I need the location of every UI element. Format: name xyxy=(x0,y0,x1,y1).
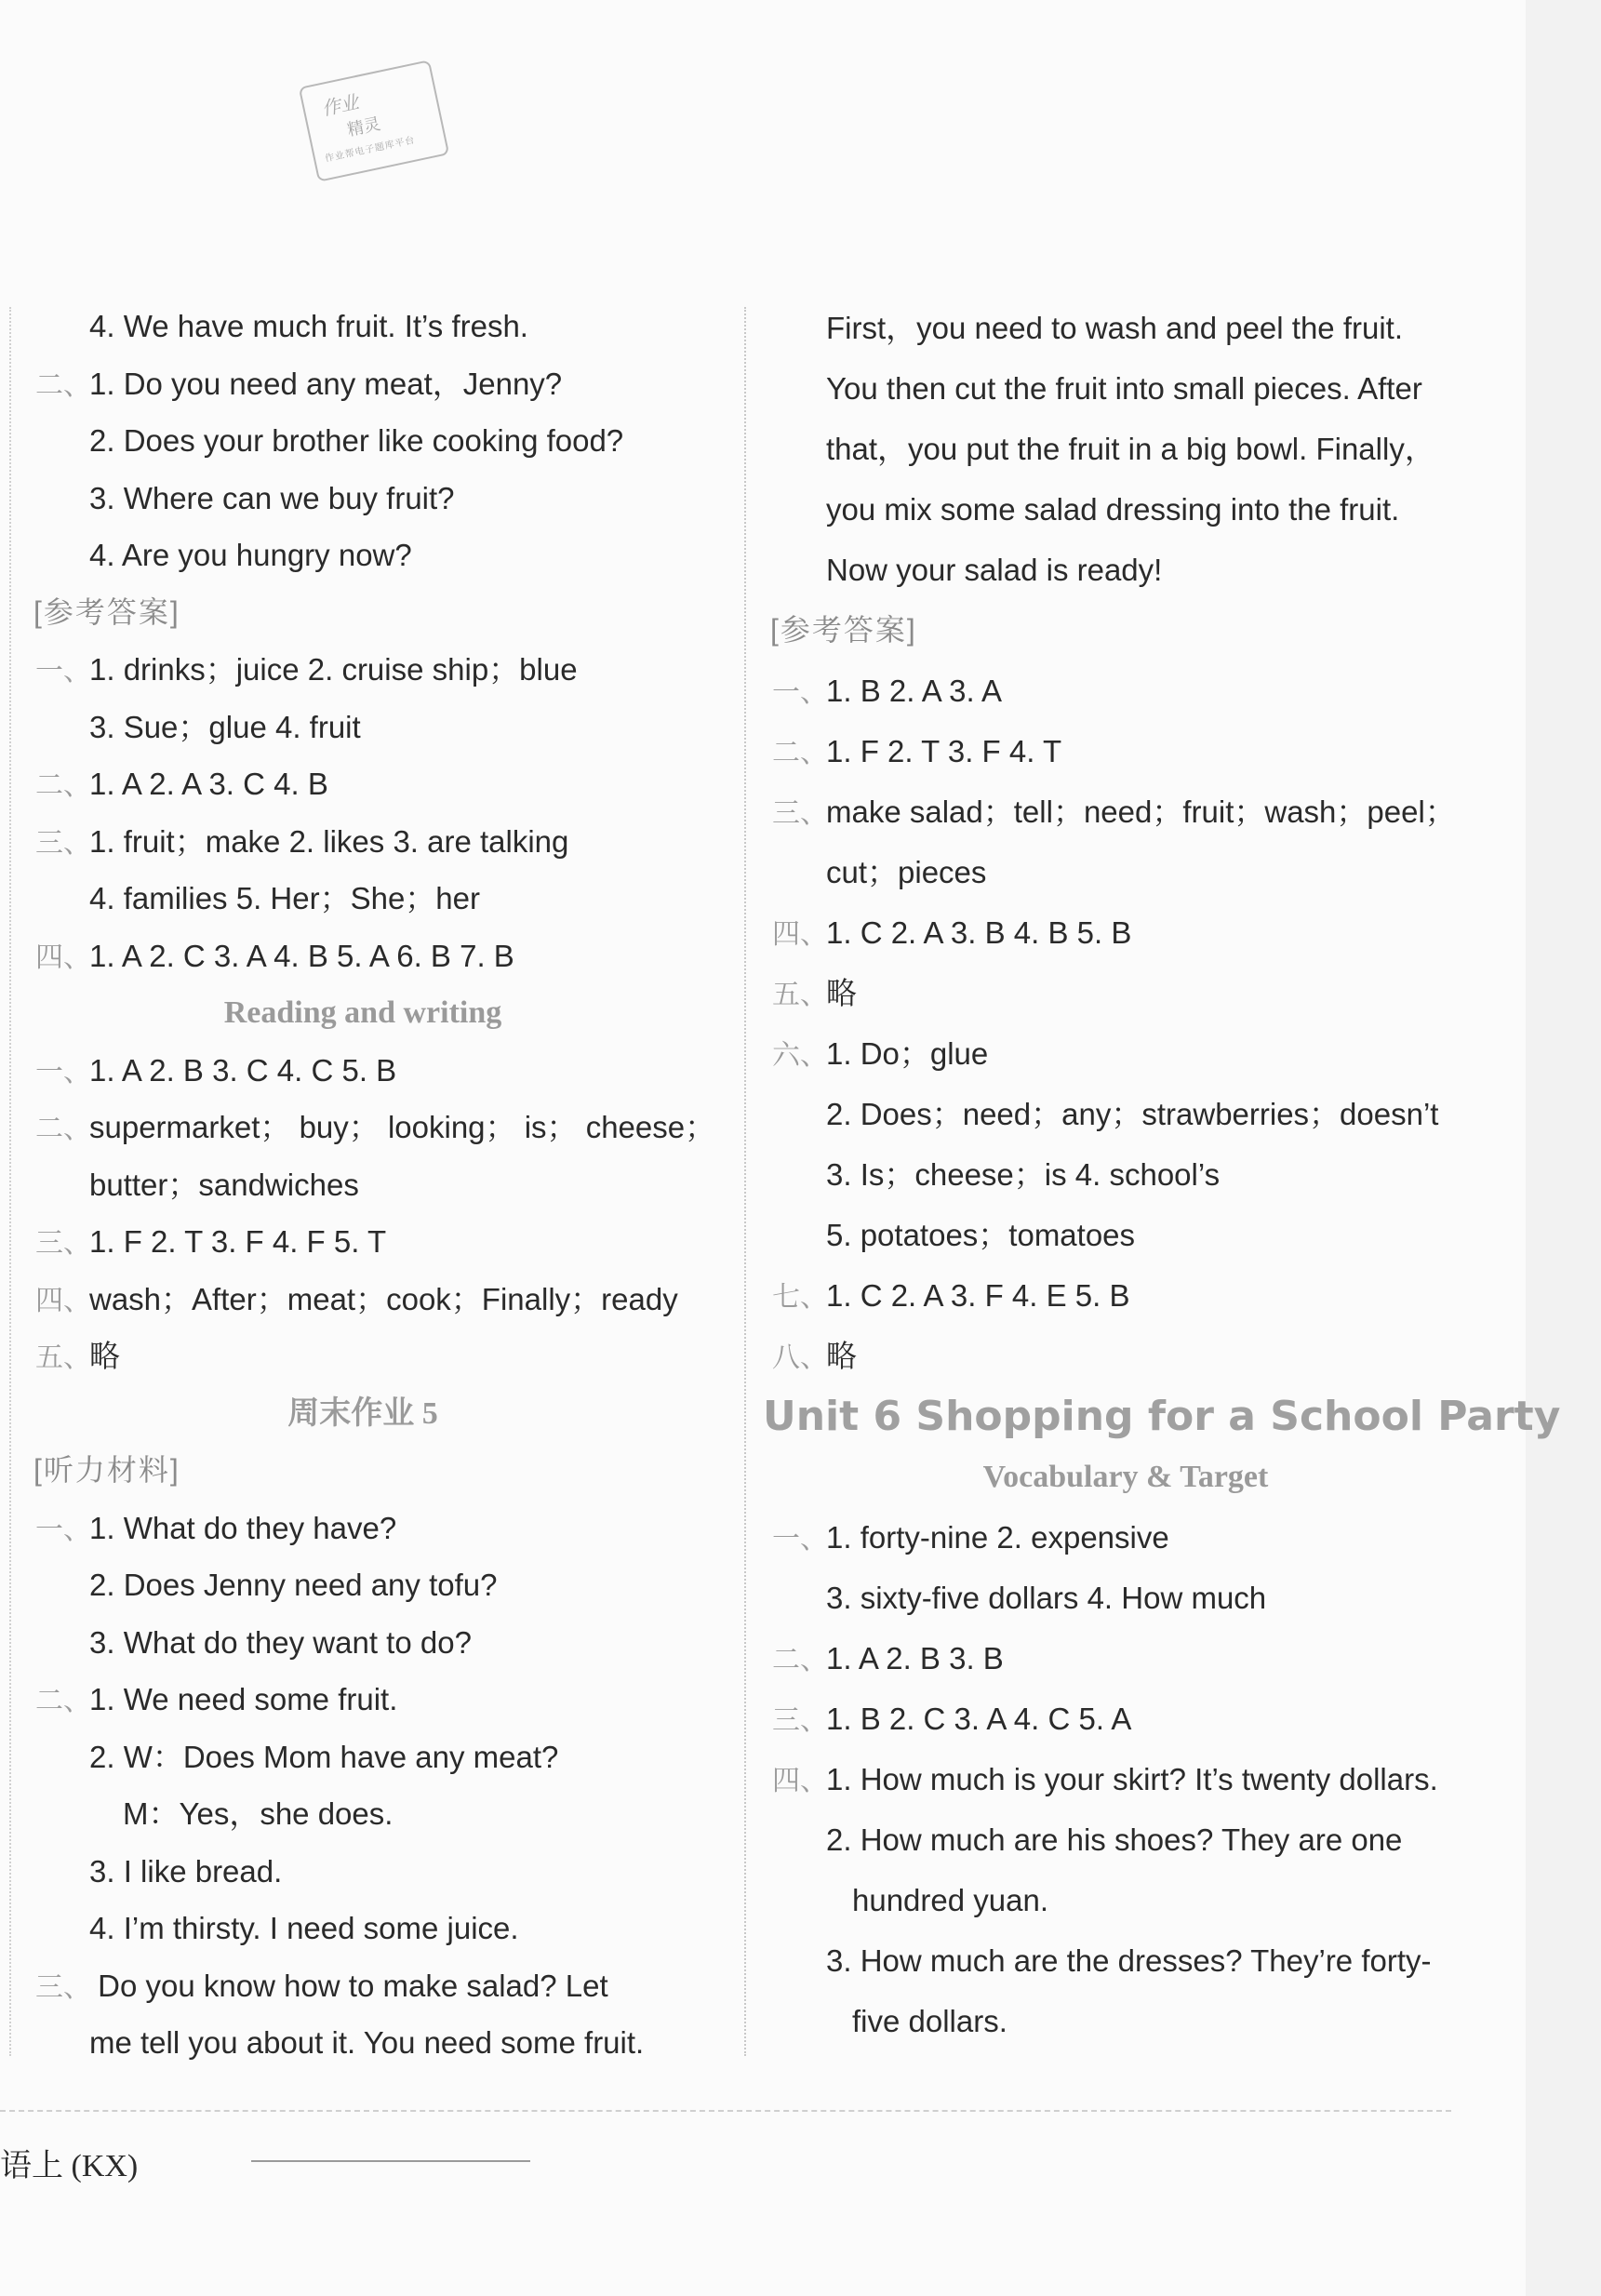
line-text: you mix some salad dressing into the fruit. xyxy=(826,492,1400,527)
text-line xyxy=(0,1500,726,1557)
line-text: 1. A 2. B 3. B xyxy=(826,1641,1004,1675)
text-line xyxy=(763,781,1488,842)
stamp-line-3: 作业帮电子题库平台 xyxy=(324,135,417,165)
section-number: 三、 xyxy=(35,1227,91,1260)
text-line xyxy=(763,1326,1488,1386)
text-line xyxy=(0,1156,726,1214)
text-line xyxy=(763,298,1488,358)
text-line xyxy=(0,699,726,756)
line-text: wash；After；meat；cook；Finally；ready xyxy=(89,1281,678,1316)
line-text: 1. forty-nine 2. expensive xyxy=(826,1520,1169,1555)
line-text: 1. F 2. T 3. F 4. F 5. T xyxy=(89,1224,387,1259)
stamp-line-1: 作业 xyxy=(319,90,361,121)
line-text: 1. Do you need any meat，Jenny? xyxy=(89,366,563,401)
section-number: 一、 xyxy=(35,1513,91,1546)
text-line xyxy=(0,755,726,813)
section-number: 三、 xyxy=(772,797,828,830)
text-line xyxy=(0,984,726,1042)
line-text: Reading and writing xyxy=(223,995,502,1030)
text-line xyxy=(0,1271,726,1328)
line-text: First，you need to wash and peel the fruit. xyxy=(826,311,1404,345)
line-text: 3. I like bread. xyxy=(89,1853,283,1889)
text-line xyxy=(0,1442,726,1500)
text-line xyxy=(763,1507,1488,1568)
section-number: 二、 xyxy=(35,368,91,402)
text-line xyxy=(763,1386,1561,1447)
text-line xyxy=(763,902,1488,963)
text-line xyxy=(763,963,1488,1023)
line-text: 1. A 2. C 3. A 4. B 5. A 6. B 7. B xyxy=(89,938,514,973)
text-line xyxy=(763,661,1488,721)
section-number: 四、 xyxy=(772,1765,828,1797)
text-line xyxy=(0,298,726,355)
footer-underline xyxy=(251,2160,530,2162)
line-text: 4. I’m thirsty. I need some juice. xyxy=(89,1911,519,1945)
line-text: 4. families 5. Her；She；her xyxy=(89,881,480,915)
line-text: 3. How much are the dresses? They’re forty- xyxy=(826,1943,1432,1978)
section-number: 一、 xyxy=(772,1523,828,1555)
line-text: 3. Where can we buy fruit? xyxy=(89,480,455,515)
section-number: 五、 xyxy=(35,1342,91,1374)
line-text: 2. How much are his shoes? They are one xyxy=(826,1822,1403,1857)
section-number: 三、 xyxy=(772,1704,828,1737)
text-line xyxy=(763,1930,1488,1991)
line-text: 1. What do they have? xyxy=(89,1510,397,1545)
line-text: 1. A 2. B 3. C 4. C 5. B xyxy=(89,1052,397,1088)
line-text: 1. F 2. T 3. F 4. T xyxy=(826,734,1062,768)
text-line xyxy=(763,1628,1488,1689)
text-line xyxy=(0,1785,726,1843)
text-line xyxy=(763,721,1488,781)
line-text: 3. sixty-five dollars 4. How much xyxy=(826,1581,1267,1615)
section-number: 四、 xyxy=(35,941,91,974)
line-text: 1. We need some fruit. xyxy=(89,1682,398,1716)
line-text: 3. Is；cheese；is 4. school’s xyxy=(826,1157,1221,1192)
text-line xyxy=(0,870,726,928)
line-text: [参考答案] xyxy=(770,613,917,647)
section-number: 四、 xyxy=(772,918,828,951)
section-number: 五、 xyxy=(772,979,828,1011)
section-number: 三、 xyxy=(35,1970,91,2004)
text-line xyxy=(0,1729,726,1786)
line-text: 1. B 2. A 3. A xyxy=(826,674,1002,708)
right-column xyxy=(763,298,1561,2051)
line-text: [参考答案] xyxy=(33,594,180,629)
section-number: 二、 xyxy=(35,769,91,802)
text-line xyxy=(763,1870,1488,1930)
text-line xyxy=(763,1447,1488,1507)
text-line xyxy=(0,1614,726,1672)
line-text: 2. Does your brother like cooking food? xyxy=(89,423,624,458)
text-line xyxy=(0,641,726,699)
text-line xyxy=(0,470,726,527)
text-line xyxy=(0,813,726,871)
bottom-rule xyxy=(0,2110,1451,2112)
text-line xyxy=(763,842,1488,902)
text-line xyxy=(0,1957,726,2015)
line-text: make salad；tell；need；fruit；wash；peel； xyxy=(826,794,1456,829)
left-column xyxy=(0,298,726,2072)
line-text: butter；sandwiches xyxy=(89,1167,359,1202)
line-text: Do you know how to make salad? Let xyxy=(89,1968,608,2003)
section-number: 三、 xyxy=(35,826,91,860)
stamp-line-2: 精灵 xyxy=(345,113,382,140)
text-line xyxy=(0,355,726,413)
text-line xyxy=(763,479,1488,540)
line-text: 4. Are you hungry now? xyxy=(89,538,412,572)
text-line xyxy=(763,1749,1488,1809)
line-text: five dollars. xyxy=(852,2004,1007,2038)
footer-label: 语上 (KX) xyxy=(0,2149,139,2183)
line-text: Now your salad is ready! xyxy=(826,553,1163,587)
stamp-logo xyxy=(299,60,449,182)
line-text: supermarket； buy； looking； is； cheese； xyxy=(89,1110,716,1144)
section-number: 一、 xyxy=(35,655,91,687)
line-text: 2. Does；need；any；strawberries；doesn’t xyxy=(826,1097,1439,1131)
line-text: 5. potatoes；tomatoes xyxy=(826,1218,1136,1252)
text-line xyxy=(763,1265,1488,1326)
line-text: 2. W：Does Mom have any meat? xyxy=(89,1739,559,1774)
section-number: 七、 xyxy=(772,1281,828,1314)
text-line xyxy=(0,1900,726,1957)
line-text: 1. A 2. A 3. C 4. B xyxy=(89,767,328,801)
text-line xyxy=(0,2014,726,2072)
line-text: 1. Do；glue xyxy=(826,1036,989,1071)
text-line xyxy=(0,1671,726,1729)
text-line xyxy=(763,358,1488,419)
line-text: 周末作业 5 xyxy=(287,1395,438,1431)
line-text: 1. C 2. A 3. B 4. B 5. B xyxy=(826,915,1132,950)
section-number: 二、 xyxy=(35,1113,91,1145)
line-text: Unit 6 Shopping for a School Party xyxy=(763,1393,1561,1440)
line-text: 4. We have much fruit. It’s fresh. xyxy=(89,309,528,343)
section-number: 四、 xyxy=(35,1284,91,1317)
text-line xyxy=(763,1568,1488,1628)
line-text: You then cut the fruit into small pieces. After xyxy=(826,371,1422,406)
text-line xyxy=(763,540,1488,600)
section-number: 八、 xyxy=(772,1342,828,1374)
text-line xyxy=(763,600,1488,661)
line-text: that，you put the fruit in a big bowl. Finally， xyxy=(826,432,1435,466)
text-line xyxy=(0,1328,726,1385)
page-edge-shade xyxy=(1526,0,1601,2296)
text-line xyxy=(0,1099,726,1156)
text-line xyxy=(0,1213,726,1271)
line-text: 略 xyxy=(89,1339,120,1373)
line-text: 1. C 2. A 3. F 4. E 5. B xyxy=(826,1278,1130,1313)
section-number: 二、 xyxy=(35,1685,91,1717)
text-line xyxy=(0,1385,726,1443)
text-line xyxy=(0,1843,726,1901)
text-line xyxy=(0,1556,726,1614)
text-line xyxy=(0,584,726,642)
line-text: 1. fruit；make 2. likes 3. are talking xyxy=(89,823,569,859)
text-line xyxy=(0,1042,726,1100)
line-text: Vocabulary & Target xyxy=(982,1460,1269,1494)
section-number: 二、 xyxy=(772,737,828,769)
text-line xyxy=(763,1991,1488,2051)
line-text: 1. How much is your skirt? It’s twenty dollars. xyxy=(826,1762,1438,1796)
section-number: 二、 xyxy=(772,1644,828,1676)
text-line xyxy=(763,419,1488,479)
line-text: 略 xyxy=(826,1339,857,1373)
text-line xyxy=(763,1084,1488,1144)
column-divider xyxy=(744,307,746,2056)
line-text: M：Yes，she does. xyxy=(123,1796,394,1831)
line-text: hundred yuan. xyxy=(852,1883,1049,1917)
line-text: 3. Sue；glue 4. fruit xyxy=(89,709,361,744)
text-line xyxy=(0,412,726,470)
line-text: 1. drinks；juice 2. cruise ship；blue xyxy=(89,652,578,687)
text-line xyxy=(763,1809,1488,1870)
text-line xyxy=(763,1144,1488,1205)
line-text: 1. B 2. C 3. A 4. C 5. A xyxy=(826,1702,1132,1736)
text-line xyxy=(0,527,726,584)
text-line xyxy=(763,1205,1488,1265)
line-text: 略 xyxy=(826,976,857,1010)
line-text: cut；pieces xyxy=(826,855,987,889)
line-text: 2. Does Jenny need any tofu? xyxy=(89,1568,498,1602)
section-number: 一、 xyxy=(35,1055,91,1088)
section-number: 一、 xyxy=(772,676,828,709)
text-line xyxy=(763,1023,1488,1084)
section-number: 六、 xyxy=(772,1039,828,1072)
line-text: me tell you about it. You need some fruit. xyxy=(89,2025,645,2060)
line-text: [听力材料] xyxy=(33,1453,180,1487)
text-line xyxy=(0,928,726,985)
line-text: 3. What do they want to do? xyxy=(89,1624,472,1660)
text-line xyxy=(763,1689,1488,1749)
